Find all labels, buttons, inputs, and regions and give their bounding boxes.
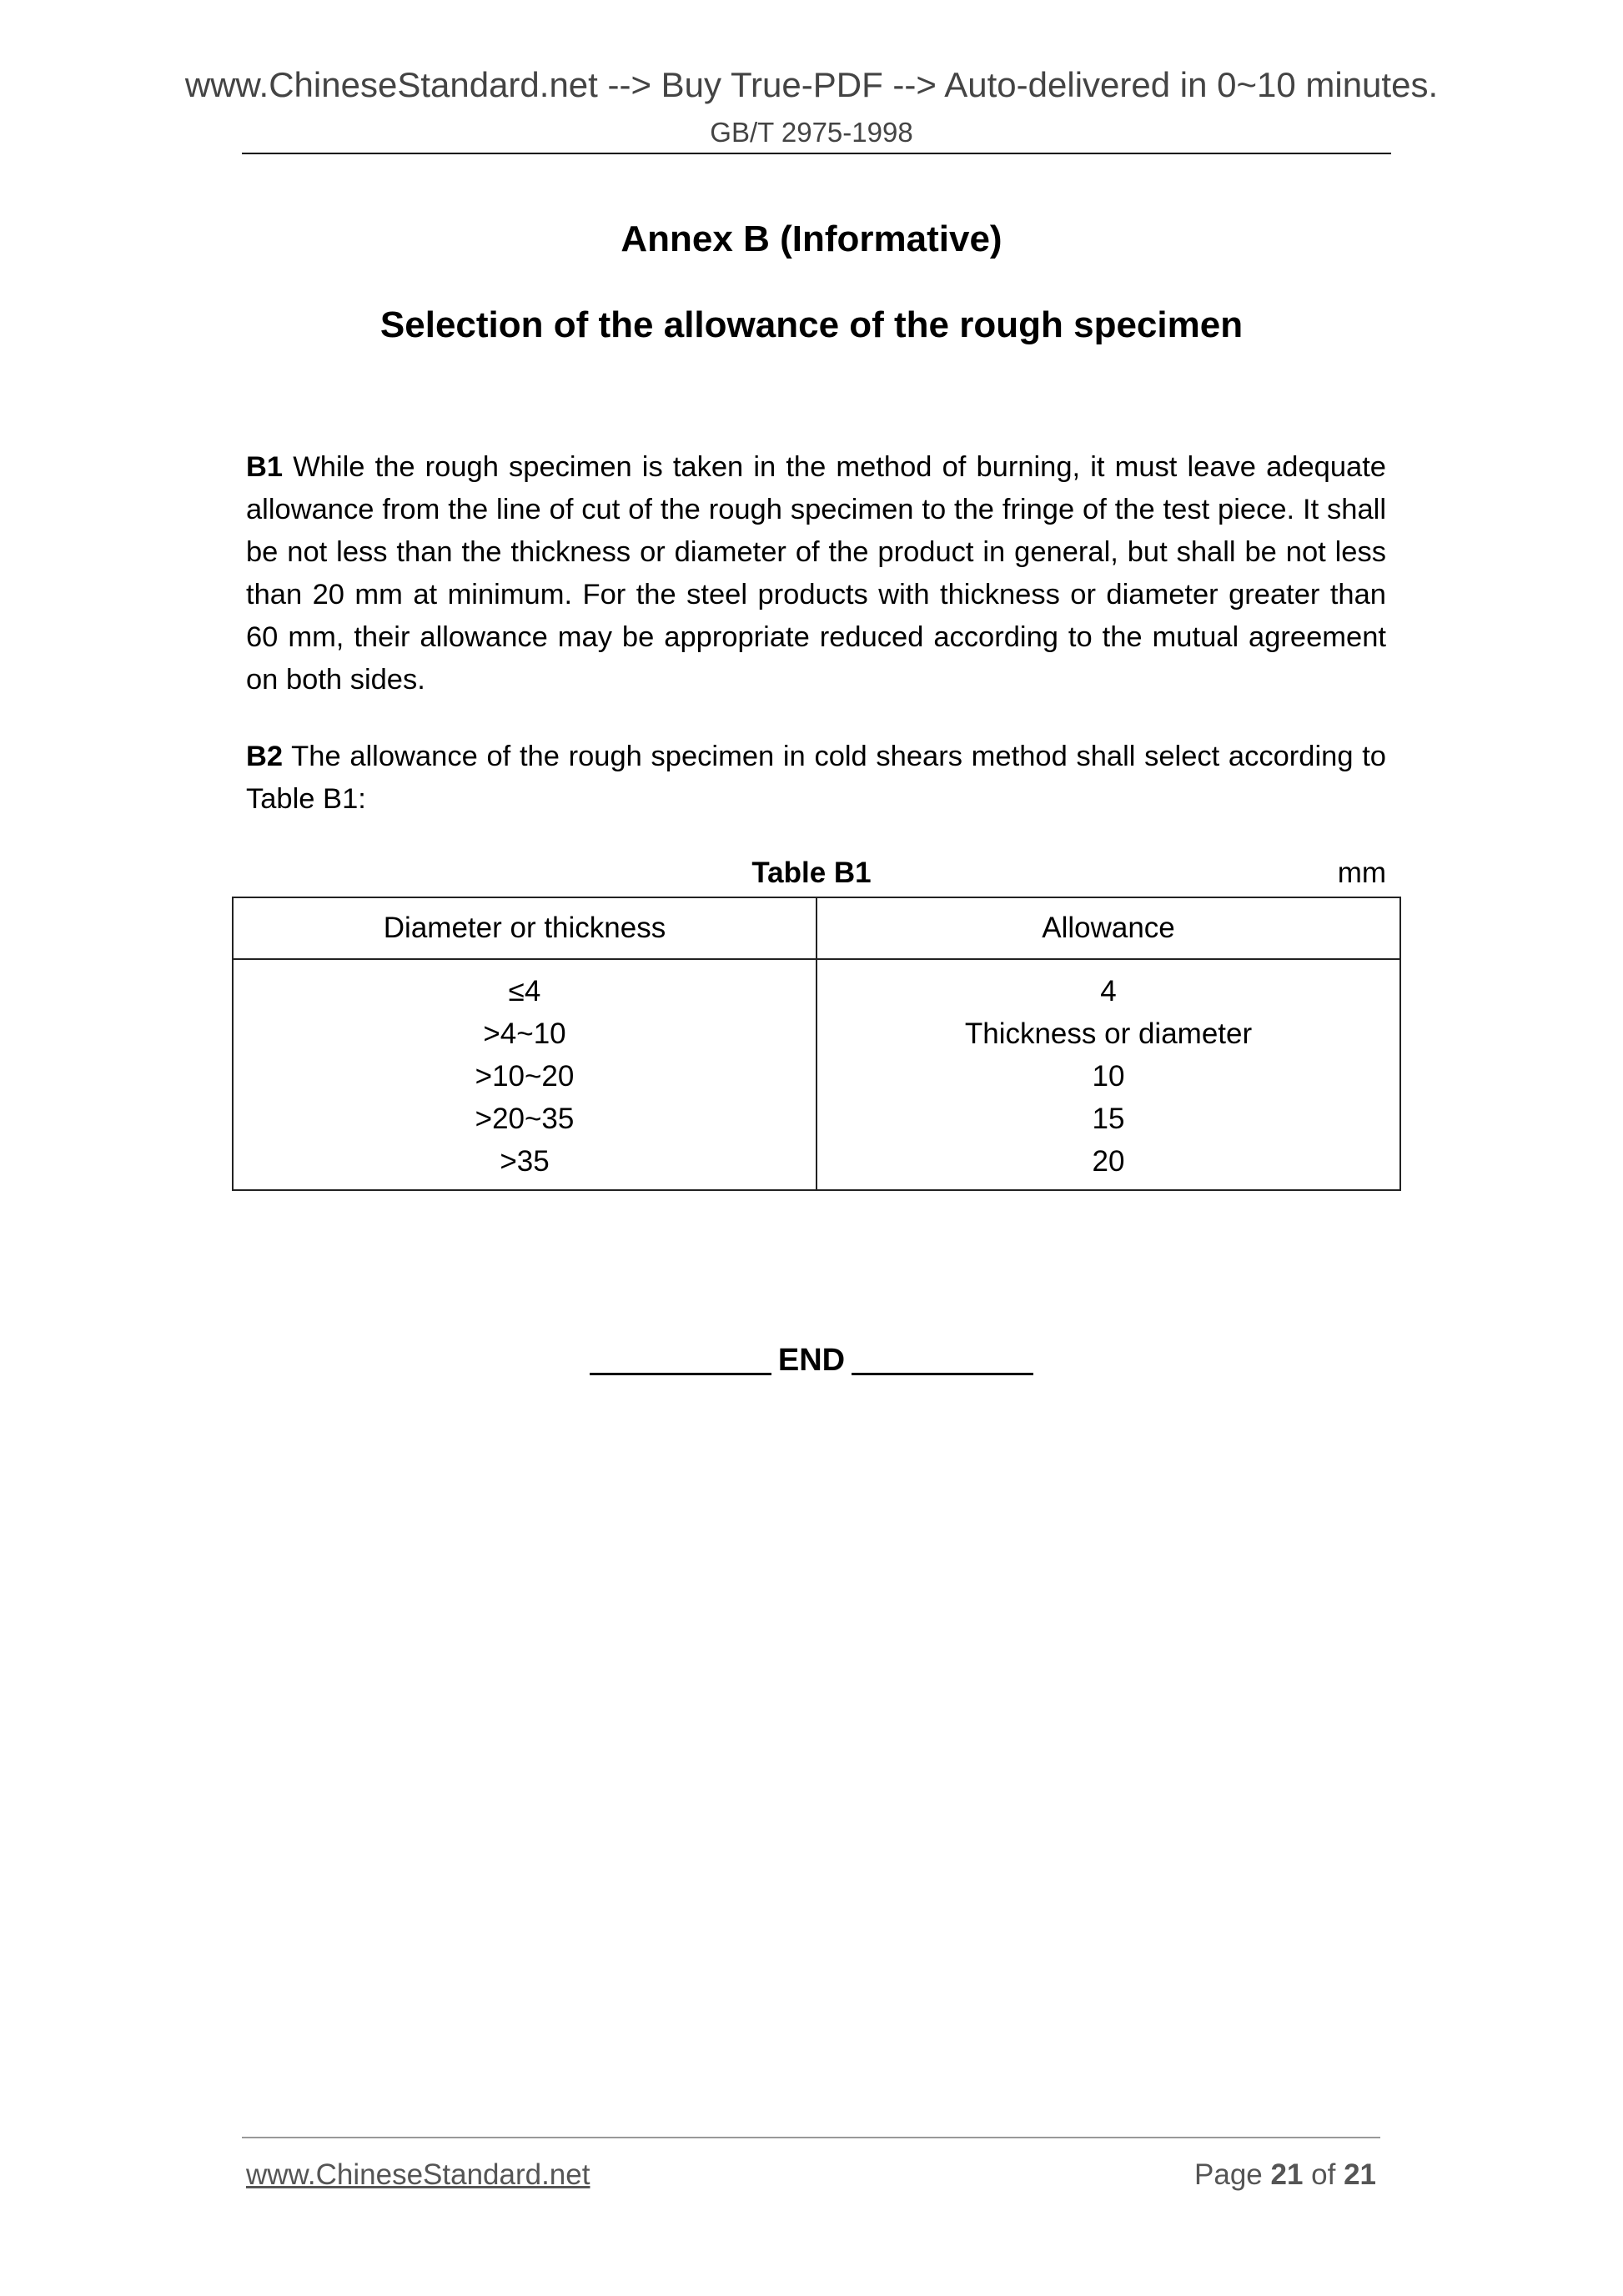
total-pages: 21 (1344, 2158, 1376, 2191)
cell-value: >35 (500, 1145, 550, 1178)
table-unit: mm (1337, 857, 1386, 889)
end-marker (0, 1343, 1623, 1379)
annex-heading: Selection of the allowance of the rough specimen (379, 304, 1244, 345)
footer-link[interactable]: www.ChineseStandard.net (246, 2158, 590, 2191)
end-rule-right (852, 1373, 1033, 1375)
table-caption: Table B1 (751, 857, 872, 889)
header-banner: www.ChineseStandard.net --> Buy True-PDF --> Auto-delivered in 0~10 minutes. (184, 65, 1439, 104)
page-prefix: Page (1194, 2158, 1271, 2191)
cell-value: >4~10 (483, 1017, 566, 1050)
cell-value: >20~35 (475, 1103, 575, 1135)
end-rule-left (590, 1373, 771, 1375)
cell-value: ≤4 (508, 975, 541, 1007)
allowance-table (232, 897, 1401, 1191)
cell-value: 20 (1092, 1145, 1125, 1178)
cell-value: Thickness or diameter (964, 1017, 1253, 1050)
clause-text: While the rough specimen is taken in the method of burning, it must leave adequate allowance from the line of cut of the rough specimen to the fringe of the test piece. It shall be not less than the thickness or diameter of the product in general, but shall be not less than 20 mm at minimum. For the steel products with thickness or diameter greater than 60 mm, their allowance may be appropriate reduced according to the mutual agreement on both sides. (246, 451, 1386, 696)
end-text: END (777, 1343, 846, 1378)
allowance-cell (817, 959, 1400, 1190)
table-header-row (233, 897, 1400, 959)
header-divider (242, 153, 1391, 154)
diameter-cell (233, 959, 817, 1190)
cell-value: 4 (1100, 975, 1117, 1007)
current-page: 21 (1270, 2158, 1304, 2191)
page-number (1084, 2158, 1376, 2192)
cell-value: 15 (1092, 1103, 1125, 1135)
footer-divider (242, 2137, 1380, 2138)
cell-value: 10 (1092, 1060, 1125, 1093)
clause-b2 (246, 736, 1386, 821)
standard-number: GB/T 2975-1998 (710, 117, 913, 148)
table-row (233, 959, 1400, 1190)
cell-value: >10~20 (475, 1060, 575, 1093)
annex-title: Annex B (Informative) (621, 219, 1002, 259)
clause-text: The allowance of the rough specimen in cold shears method shall select according to Table B1: (246, 741, 1386, 815)
column-header: Diameter or thickness (233, 897, 817, 959)
clause-label: B2 (246, 741, 284, 772)
clause-label: B1 (246, 451, 284, 483)
column-header: Allowance (817, 897, 1400, 959)
page-of: of (1303, 2158, 1344, 2191)
clause-b1 (246, 446, 1386, 701)
